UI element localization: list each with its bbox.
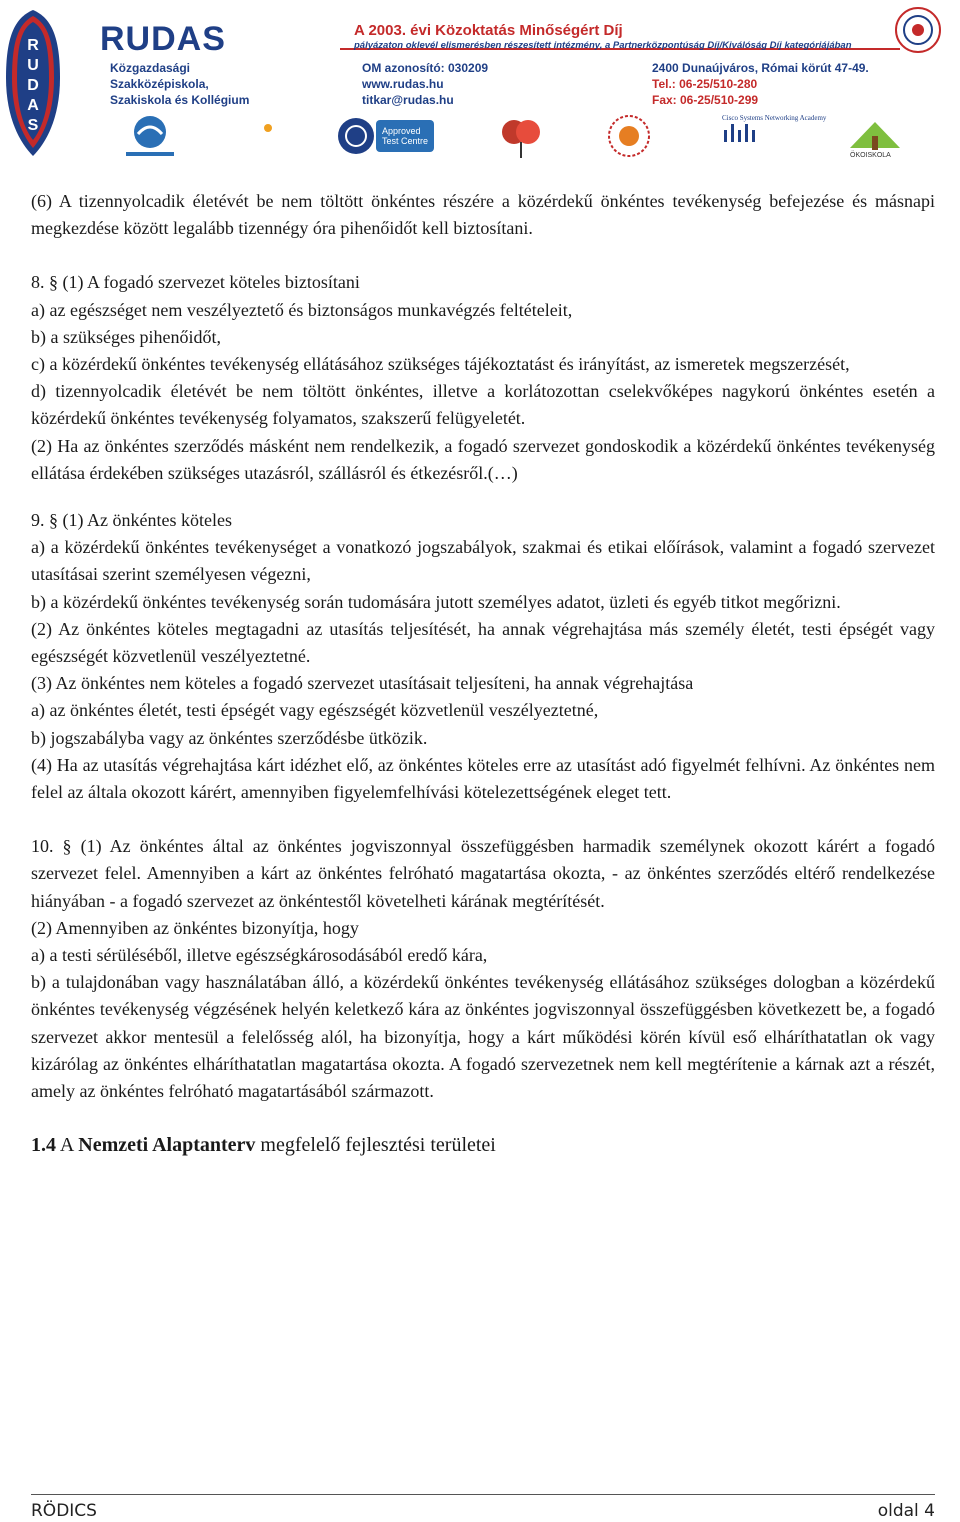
school-line: Közgazdasági	[110, 61, 191, 75]
page-footer	[31, 1494, 935, 1521]
paragraph: (4) Ha az utasítás végrehajtása kárt idézhet elő, az önkéntes köteles erre az utasítást adó figyelmét felhívni. Az önkéntes nem felel az általa okozott kárért, amennyiben figyelemfelhívási kötelezettségének eleget tett.	[31, 754, 935, 803]
spacer	[31, 806, 935, 833]
award-subtitle: pályázaton oklevél elismerésben részesített intézmény, a Partnerközpontúság Díj/Kiválóság Díj kategóriájában	[354, 40, 852, 51]
footer-author: RÖDICS	[31, 1501, 97, 1521]
heading-number: 1.4	[31, 1134, 56, 1157]
paragraph: (3) Az önkéntes nem köteles a fogadó szervezet utasításait teljesíteni, ha annak végrehajtása	[31, 673, 694, 694]
svg-text:R: R	[27, 37, 39, 54]
email-link[interactable]: titkar@rudas.hu	[362, 93, 454, 107]
paragraph: (6) A tizennyolcadik életévét be nem töltött önkéntes részére a közérdekű önkéntes tevékenység befejezése és másnapi megkezdése között legalább tizennégy óra pihenőidőt kell biztosítani.	[31, 191, 935, 239]
heading-bold: Nemzeti Alaptanterv	[78, 1134, 256, 1157]
school-line: Szakközépiskola,	[110, 77, 209, 91]
quality-award-seal-icon	[894, 6, 942, 54]
section-9-title: 9. § (1) Az önkéntes köteles	[31, 510, 232, 531]
svg-text:A: A	[27, 97, 39, 114]
section-heading	[31, 1132, 935, 1159]
spacer	[31, 1105, 935, 1132]
approved-test-centre-label: Approved Test Centre	[382, 126, 429, 146]
page-number: oldal 4	[877, 1501, 935, 1521]
paragraph: a) az egészséget nem veszélyeztető és biztonságos munkavégzés feltételeit,	[31, 299, 573, 320]
brand-name: RUDAS	[100, 20, 226, 58]
award-medal-logo-icon	[604, 112, 654, 160]
paragraph: d) tizennyolcadik életévét be nem töltött önkéntes, illetve a korlátozottan cselekvőképes nagykorú önkéntes esetén a közérdekű önkéntes tevékenység folyamatos, szakszerű felügyeletét.	[31, 381, 935, 429]
hand-logo-icon	[496, 112, 546, 160]
paragraph: a) a testi sérüléséből, illetve egészségkárosodásából eredő kára,	[31, 945, 488, 966]
website-link[interactable]: www.rudas.hu	[362, 77, 444, 91]
address-info	[652, 60, 869, 108]
paragraph: b) a tulajdonában vagy használatában álló, a közérdekű önkéntes tevékenység ellátásához szükséges dologban a közérdekű önkéntes tevékenység végzésének helyén keletkező kára az önkéntes jogviszonnyal összefüggésben következett be, a fogadó szervezet akkor mentesül a felelősség alól, ha bizonyítja, hogy a kárt működési körén kívül eső elháríthatatlan ok vagy kizárólag az önkéntes elháríthatatlan magatartása okozta. A fogadó szervezetnek nem kell megtérítenie a kárnak azt a részét, amely az önkéntes felróható magatartásából származott.	[31, 972, 935, 1102]
paragraph: (2) Amennyiben az önkéntes bizonyítja, hogy	[31, 917, 359, 938]
cisco-label: Cisco Systems Networking Academy	[722, 114, 827, 122]
spacer	[31, 487, 935, 507]
address: 2400 Dunaújváros, Római körút 47-49.	[652, 61, 869, 75]
quality-program-logo-icon	[110, 112, 190, 160]
spacer	[31, 242, 935, 269]
heading-article: A	[59, 1134, 74, 1157]
school-line: Szakiskola és Kollégium	[110, 93, 250, 107]
fax: Fax: 06-25/510-299	[652, 93, 759, 107]
om-id: OM azonosító: 030209	[362, 61, 489, 75]
svg-text:D: D	[27, 77, 39, 94]
document-body	[31, 188, 935, 1160]
svg-text:S: S	[27, 117, 39, 134]
heading-rest: megfelelő fejlesztési területei	[255, 1134, 496, 1157]
paragraph: a) az önkéntes életét, testi épségét vagy egészségét közvetlenül veszélyeztetné,	[31, 700, 599, 721]
phone: Tel.: 06-25/510-280	[652, 77, 758, 91]
paragraph: c) a közérdekű önkéntes tevékenység ellátásához szükséges tájékoztatást és irányítást, az ismeretek megszerzését,	[31, 354, 850, 375]
crescent-logo-icon	[234, 112, 284, 160]
award-title: A 2003. évi Közoktatás Minőségért Díj	[354, 22, 623, 39]
partner-logo-row	[110, 112, 940, 162]
paragraph: b) a szükséges pihenőidőt,	[31, 326, 221, 347]
paragraph: b) jogszabályba vagy az önkéntes szerződésbe ütközik.	[31, 727, 428, 748]
school-name	[110, 60, 249, 108]
paragraph: b) a közérdekű önkéntes tevékenység során tudomására jutott személyes adatot, üzleti és egyéb titkot megőrizni.	[31, 591, 841, 612]
paragraph: (2) Az önkéntes köteles megtagadni az utasítás teljesítését, ha annak végrehajtása más személy életét, testi épségét vagy egészségét közvetlenül veszélyeztetné.	[31, 618, 935, 667]
section-8-title: 8. § (1) A fogadó szervezet köteles biztosítani	[31, 272, 360, 293]
contact-info	[362, 60, 488, 108]
section-10-title: 10. § (1) Az önkéntes által az önkéntes jogviszonnyal összefüggésben harmadik személynek okozott kárért a fogadó szervezet felel. Amennyiben a kárt az önkéntes felróható magatartása okozta, - az önkéntes szerződés eltérő rendelkezése hiányában - a fogadó szervezet az önkéntestől követelheti kárának megtérítését.	[31, 836, 935, 911]
svg-text:U: U	[27, 57, 39, 74]
paragraph: (2) Ha az önkéntes szerződés másként nem rendelkezik, a fogadó szervezet gondoskodik a közérdekű önkéntes tevékenység ellátása érdekében szükséges utazásról, szállásról és étkezésről.(…)	[31, 435, 935, 483]
letterhead	[0, 0, 960, 170]
eco-school-label: ÖKOISKOLA	[850, 152, 891, 159]
paragraph: a) a közérdekű önkéntes tevékenységet a vonatkozó jogszabályok, szakmai és etikai előírások, valamint a fogadó szervezet utasításai szerint személyesen végezni,	[31, 537, 935, 585]
rudas-shield-logo	[4, 8, 62, 158]
